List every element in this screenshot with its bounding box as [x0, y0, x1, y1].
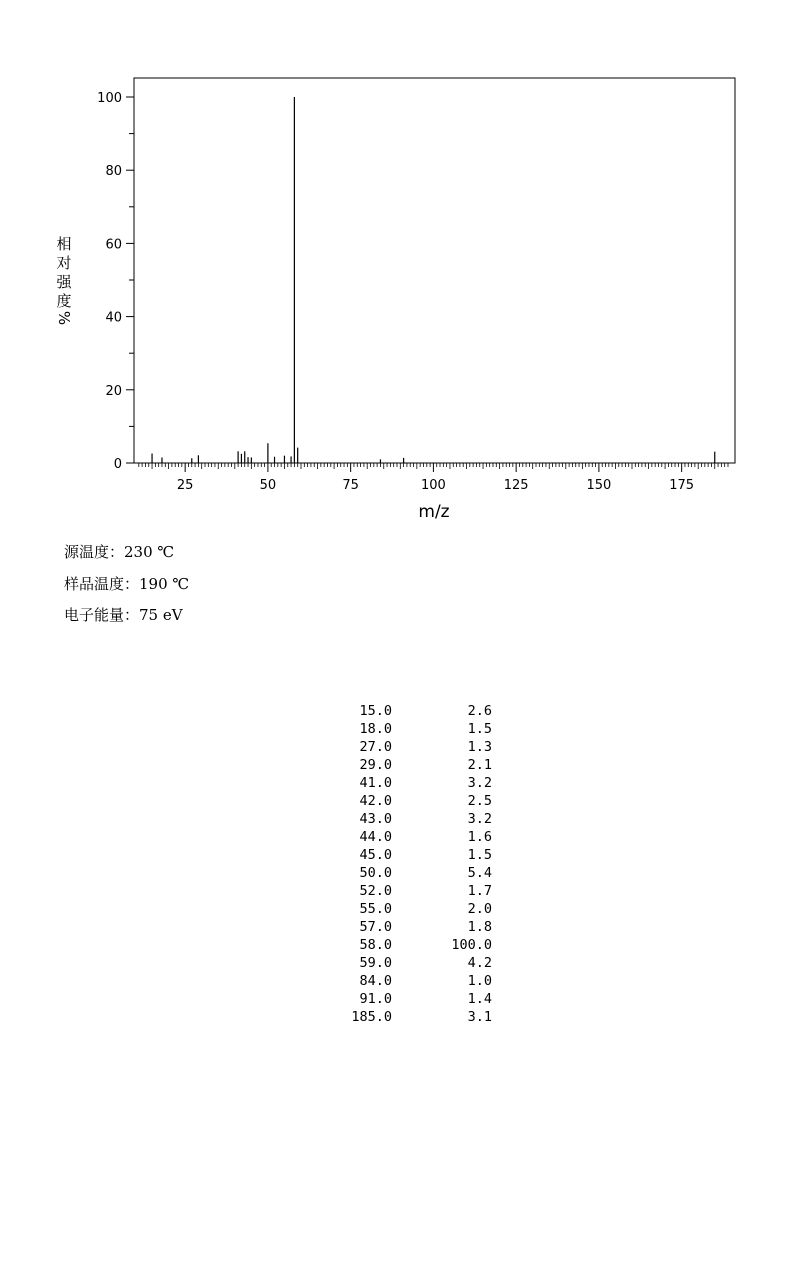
y-tick-label: 60 — [105, 237, 122, 253]
y-axis-label-char: 度 — [56, 292, 72, 310]
table-row — [330, 972, 492, 990]
y-tick-label: 40 — [105, 310, 122, 326]
y-axis-label-char: 相 — [56, 235, 72, 253]
table-row — [330, 702, 492, 720]
x-axis-label: m/z — [418, 502, 450, 522]
y-axis-label-char: 强 — [56, 273, 72, 291]
peak-mz: 58.0 — [359, 937, 392, 953]
x-tick-label: 150 — [586, 478, 612, 493]
peak-mz: 59.0 — [359, 955, 392, 971]
peak-mz: 42.0 — [359, 793, 392, 809]
peak-intensity: 1.3 — [467, 739, 492, 755]
peak-mz: 84.0 — [359, 973, 392, 989]
y-tick-label: 80 — [105, 164, 122, 180]
y-axis-label-char: % — [55, 310, 73, 326]
table-row — [330, 774, 492, 792]
peak-mz: 41.0 — [359, 775, 392, 791]
y-tick-label: 100 — [97, 91, 122, 106]
peak-mz: 44.0 — [359, 829, 392, 845]
peak-intensity: 3.2 — [467, 811, 492, 827]
x-tick-label: 25 — [176, 478, 194, 493]
peak-mz: 50.0 — [359, 865, 392, 881]
table-row — [330, 900, 492, 918]
spectrum-peaks — [152, 97, 715, 463]
table-row — [330, 756, 492, 774]
mass-spectrum-chart — [0, 0, 794, 540]
table-row — [330, 828, 492, 846]
electron-energy: 电子能量：75 eV — [64, 606, 183, 624]
table-row — [330, 846, 492, 864]
peak-intensity: 3.2 — [467, 775, 492, 791]
peak-mz: 43.0 — [359, 811, 392, 827]
peak-intensity: 3.1 — [467, 1009, 492, 1025]
peak-mz: 52.0 — [359, 883, 392, 899]
table-row — [330, 882, 492, 900]
peak-mz: 18.0 — [359, 721, 392, 737]
peak-intensity: 2.1 — [467, 757, 492, 773]
y-tick-label: 20 — [105, 383, 122, 399]
peak-mz: 57.0 — [359, 919, 392, 935]
y-axis-ticks — [97, 91, 134, 472]
y-axis-label — [55, 235, 73, 325]
peak-mz: 27.0 — [359, 739, 392, 755]
peak-intensity: 1.0 — [467, 973, 492, 989]
x-axis-ticks — [177, 463, 694, 493]
peak-table — [330, 702, 492, 1026]
table-row — [330, 954, 492, 972]
y-axis-label-char: 对 — [56, 254, 72, 272]
table-row — [330, 720, 492, 738]
peak-intensity: 1.4 — [467, 991, 492, 1007]
table-row — [330, 990, 492, 1008]
peak-intensity: 1.5 — [467, 721, 492, 737]
peak-table-body — [330, 702, 492, 1026]
x-tick-label: 175 — [669, 478, 695, 493]
peak-intensity: 5.4 — [467, 865, 492, 881]
peak-mz: 15.0 — [359, 703, 392, 719]
plot-frame — [134, 78, 735, 463]
peak-mz: 55.0 — [359, 901, 392, 917]
table-row — [330, 864, 492, 882]
table-row — [330, 1008, 492, 1026]
table-row — [330, 792, 492, 810]
x-tick-label: 50 — [259, 478, 277, 493]
peak-intensity: 2.0 — [467, 901, 492, 917]
peak-mz: 29.0 — [359, 757, 392, 773]
peak-intensity: 1.7 — [467, 883, 492, 899]
peak-intensity: 100.0 — [451, 937, 492, 953]
x-tick-label: 75 — [342, 478, 359, 493]
x-tick-label: 125 — [503, 478, 529, 493]
source-temperature: 源温度：230 ℃ — [64, 543, 175, 561]
peak-intensity: 1.8 — [467, 919, 492, 935]
peak-intensity: 2.6 — [467, 703, 492, 719]
peak-intensity: 1.5 — [467, 847, 492, 863]
peak-mz: 91.0 — [359, 991, 392, 1007]
peak-mz: 45.0 — [359, 847, 392, 863]
y-tick-label: 0 — [113, 457, 122, 472]
peak-intensity: 4.2 — [467, 955, 492, 971]
x-tick-label: 100 — [420, 478, 446, 493]
table-row — [330, 918, 492, 936]
peak-intensity: 2.5 — [467, 793, 492, 809]
sample-temperature: 样品温度：190 ℃ — [64, 575, 190, 593]
peak-mz: 185.0 — [351, 1009, 392, 1025]
table-row — [330, 936, 492, 954]
peak-intensity: 1.6 — [467, 829, 492, 845]
table-row — [330, 738, 492, 756]
table-row — [330, 810, 492, 828]
